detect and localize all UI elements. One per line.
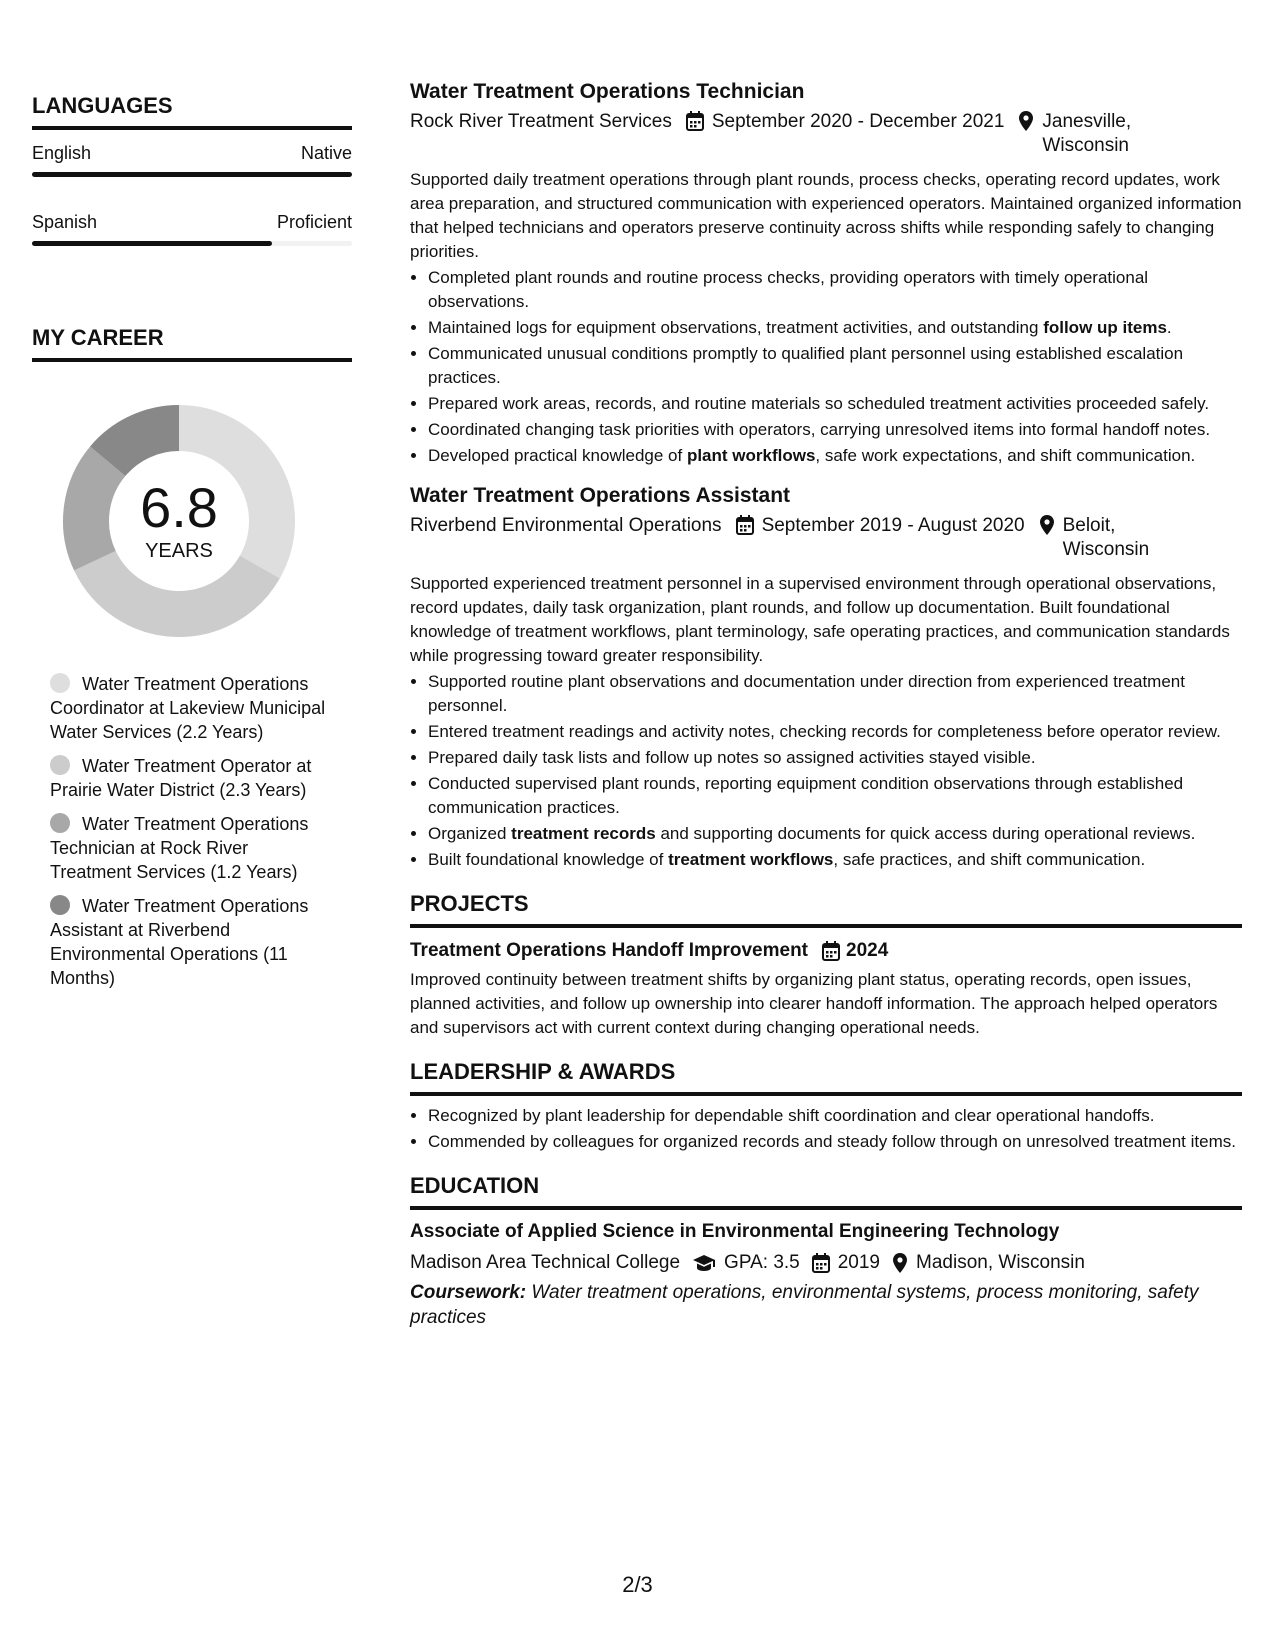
leadership-list [410,1104,1242,1154]
main-content [410,78,1242,1330]
job-bullet: • Supported routine plant observations and documentation under direction from experienced treatment personnel. [428,670,1242,718]
job-bullet: • Prepared work areas, records, and routine materials so scheduled treatment activities proceeded safely. [428,392,1242,416]
map-pin-icon [1018,110,1034,132]
job-title: Water Treatment Operations Technician [410,80,805,103]
job-bullet: • Prepared daily task lists and follow up notes so assigned activities stayed visible. [428,746,1242,770]
legend-dot [50,813,70,833]
school-name: Madison Area Technical College [410,1252,681,1273]
job-bullet: • Built foundational knowledge of treatment workflows, safe practices, and shift communication. [428,848,1242,872]
job-entry [410,482,1242,872]
job-meta [410,110,1242,158]
school-location: Madison, Wisconsin [916,1252,1085,1273]
coursework [410,1280,1242,1330]
job-location: Beloit, Wisconsin [1062,515,1150,560]
job-company: Riverbend Environmental Operations [410,515,722,536]
project-name: Treatment Operations Handoff Improvement [410,940,809,961]
job-bullet: • Coordinated changing task priorities with operators, carrying unresolved items into formal handoff notes. [428,418,1242,442]
language-proficiency-fill [32,172,352,177]
coursework-text: Water treatment operations, environmental systems, process monitoring, safety practices [410,1282,1199,1328]
projects-heading: PROJECTS [410,890,1242,928]
gpa: GPA: 3.5 [724,1252,800,1273]
job-location: Janesville, Wisconsin [1042,111,1132,156]
job-meta [410,514,1242,562]
career-legend [32,672,332,990]
language-name: Spanish [32,212,98,232]
career-legend-item [50,672,332,744]
map-pin-icon [892,1252,908,1274]
job-title: Water Treatment Operations Assistant [410,484,791,507]
job-bullet: • Completed plant rounds and routine process checks, providing operators with timely operational observations. [428,266,1242,314]
language-proficiency-bar [32,241,352,246]
calendar-icon [822,940,840,962]
languages-heading: LANGUAGES [32,92,352,130]
legend-label: Water Treatment Operations Coordinator at Lakeview Municipal Water Services (2.2 Years) [50,674,326,742]
language-proficiency-fill [32,241,272,246]
career-section [32,324,352,990]
map-pin-icon [1039,514,1055,536]
education-heading: EDUCATION [410,1172,1242,1210]
legend-label: Water Treatment Operations Technician at Rock River Treatment Services (1.2 Years) [50,814,309,882]
project-description: Improved continuity between treatment shifts by organizing plant status, operating records, open issues, planned activities, and follow up ownership into clearer handoff information. The approach helped operators and supervisors act with current context during changing operational needs. [410,970,1218,1037]
job-company: Rock River Treatment Services [410,111,672,132]
legend-dot [50,755,70,775]
job-description: Supported experienced treatment personnel in a supervised environment through operational observations, record updates, daily task organization, plant rounds, and follow up documentation. Built foundational knowledge of treatment workflows, plant terminology, safe operating practices, and communication standards while progressing toward greater responsibility. [410,574,1230,665]
graduation-year: 2019 [837,1252,881,1273]
career-total-years: 6.8 [140,476,218,539]
projects-section [410,890,1242,1040]
education-meta [410,1250,1242,1276]
legend-dot [50,673,70,693]
job-bullets [410,670,1242,872]
career-legend-item [50,894,332,990]
job-dates: September 2020 - December 2021 [711,111,1005,132]
leadership-section [410,1058,1242,1154]
calendar-icon [686,110,704,132]
job-description: Supported daily treatment operations through plant rounds, process checks, operating record updates, work area preparation, and structured communication with experienced operators. Maintained organized information that helped technicians and operators preserve continuity across shifts while responding safely to changing priorities. [410,170,1242,261]
career-donut-chart [54,396,304,646]
sidebar [32,92,352,1000]
language-name: English [32,143,92,163]
job-bullet: • Maintained logs for equipment observations, treatment activities, and outstanding follow up items. [428,316,1242,340]
languages-section [32,92,352,246]
project-year: 2024 [846,940,889,961]
calendar-icon [736,514,754,536]
legend-label: Water Treatment Operator at Prairie Water District (2.3 Years) [50,756,312,800]
language-level: Native [300,143,352,163]
leadership-item: • Commended by colleagues for organized records and steady follow through on unresolved treatment items. [428,1130,1242,1154]
language-level: Proficient [276,212,352,232]
career-years-label: YEARS [145,540,213,562]
job-bullet: • Entered treatment readings and activity notes, checking records for completeness before operator review. [428,720,1242,744]
page-number: 2/3 [622,1572,653,1597]
leadership-item: • Recognized by plant leadership for dependable shift coordination and clear operational handoffs. [428,1104,1242,1128]
job-bullets [410,266,1242,468]
education-section [410,1172,1242,1330]
project-header [410,938,1242,964]
graduation-cap-icon [692,1253,716,1273]
job-bullet: • Communicated unusual conditions promptly to qualified plant personnel using established escalation practices. [428,342,1242,390]
career-legend-item [50,754,332,802]
leadership-heading: LEADERSHIP & AWARDS [410,1058,1242,1096]
job-bullet: • Organized treatment records and supporting documents for quick access during operational reviews. [428,822,1242,846]
career-heading: MY CAREER [32,324,352,362]
job-bullet: • Developed practical knowledge of plant workflows, safe work expectations, and shift communication. [428,444,1242,468]
degree-title: Associate of Applied Science in Environmental Engineering Technology [410,1221,1060,1242]
language-item [32,142,352,177]
coursework-label: Coursework: [410,1282,527,1303]
language-proficiency-bar [32,172,352,177]
calendar-icon [812,1252,830,1274]
legend-dot [50,895,70,915]
job-bullet: • Conducted supervised plant rounds, reporting equipment condition observations through established communication practices. [428,772,1242,820]
language-item [32,211,352,246]
career-legend-item [50,812,332,884]
legend-label: Water Treatment Operations Assistant at Riverbend Environmental Operations (11 Months) [50,896,309,988]
job-entry [410,78,1242,468]
job-dates: September 2019 - August 2020 [761,515,1025,536]
